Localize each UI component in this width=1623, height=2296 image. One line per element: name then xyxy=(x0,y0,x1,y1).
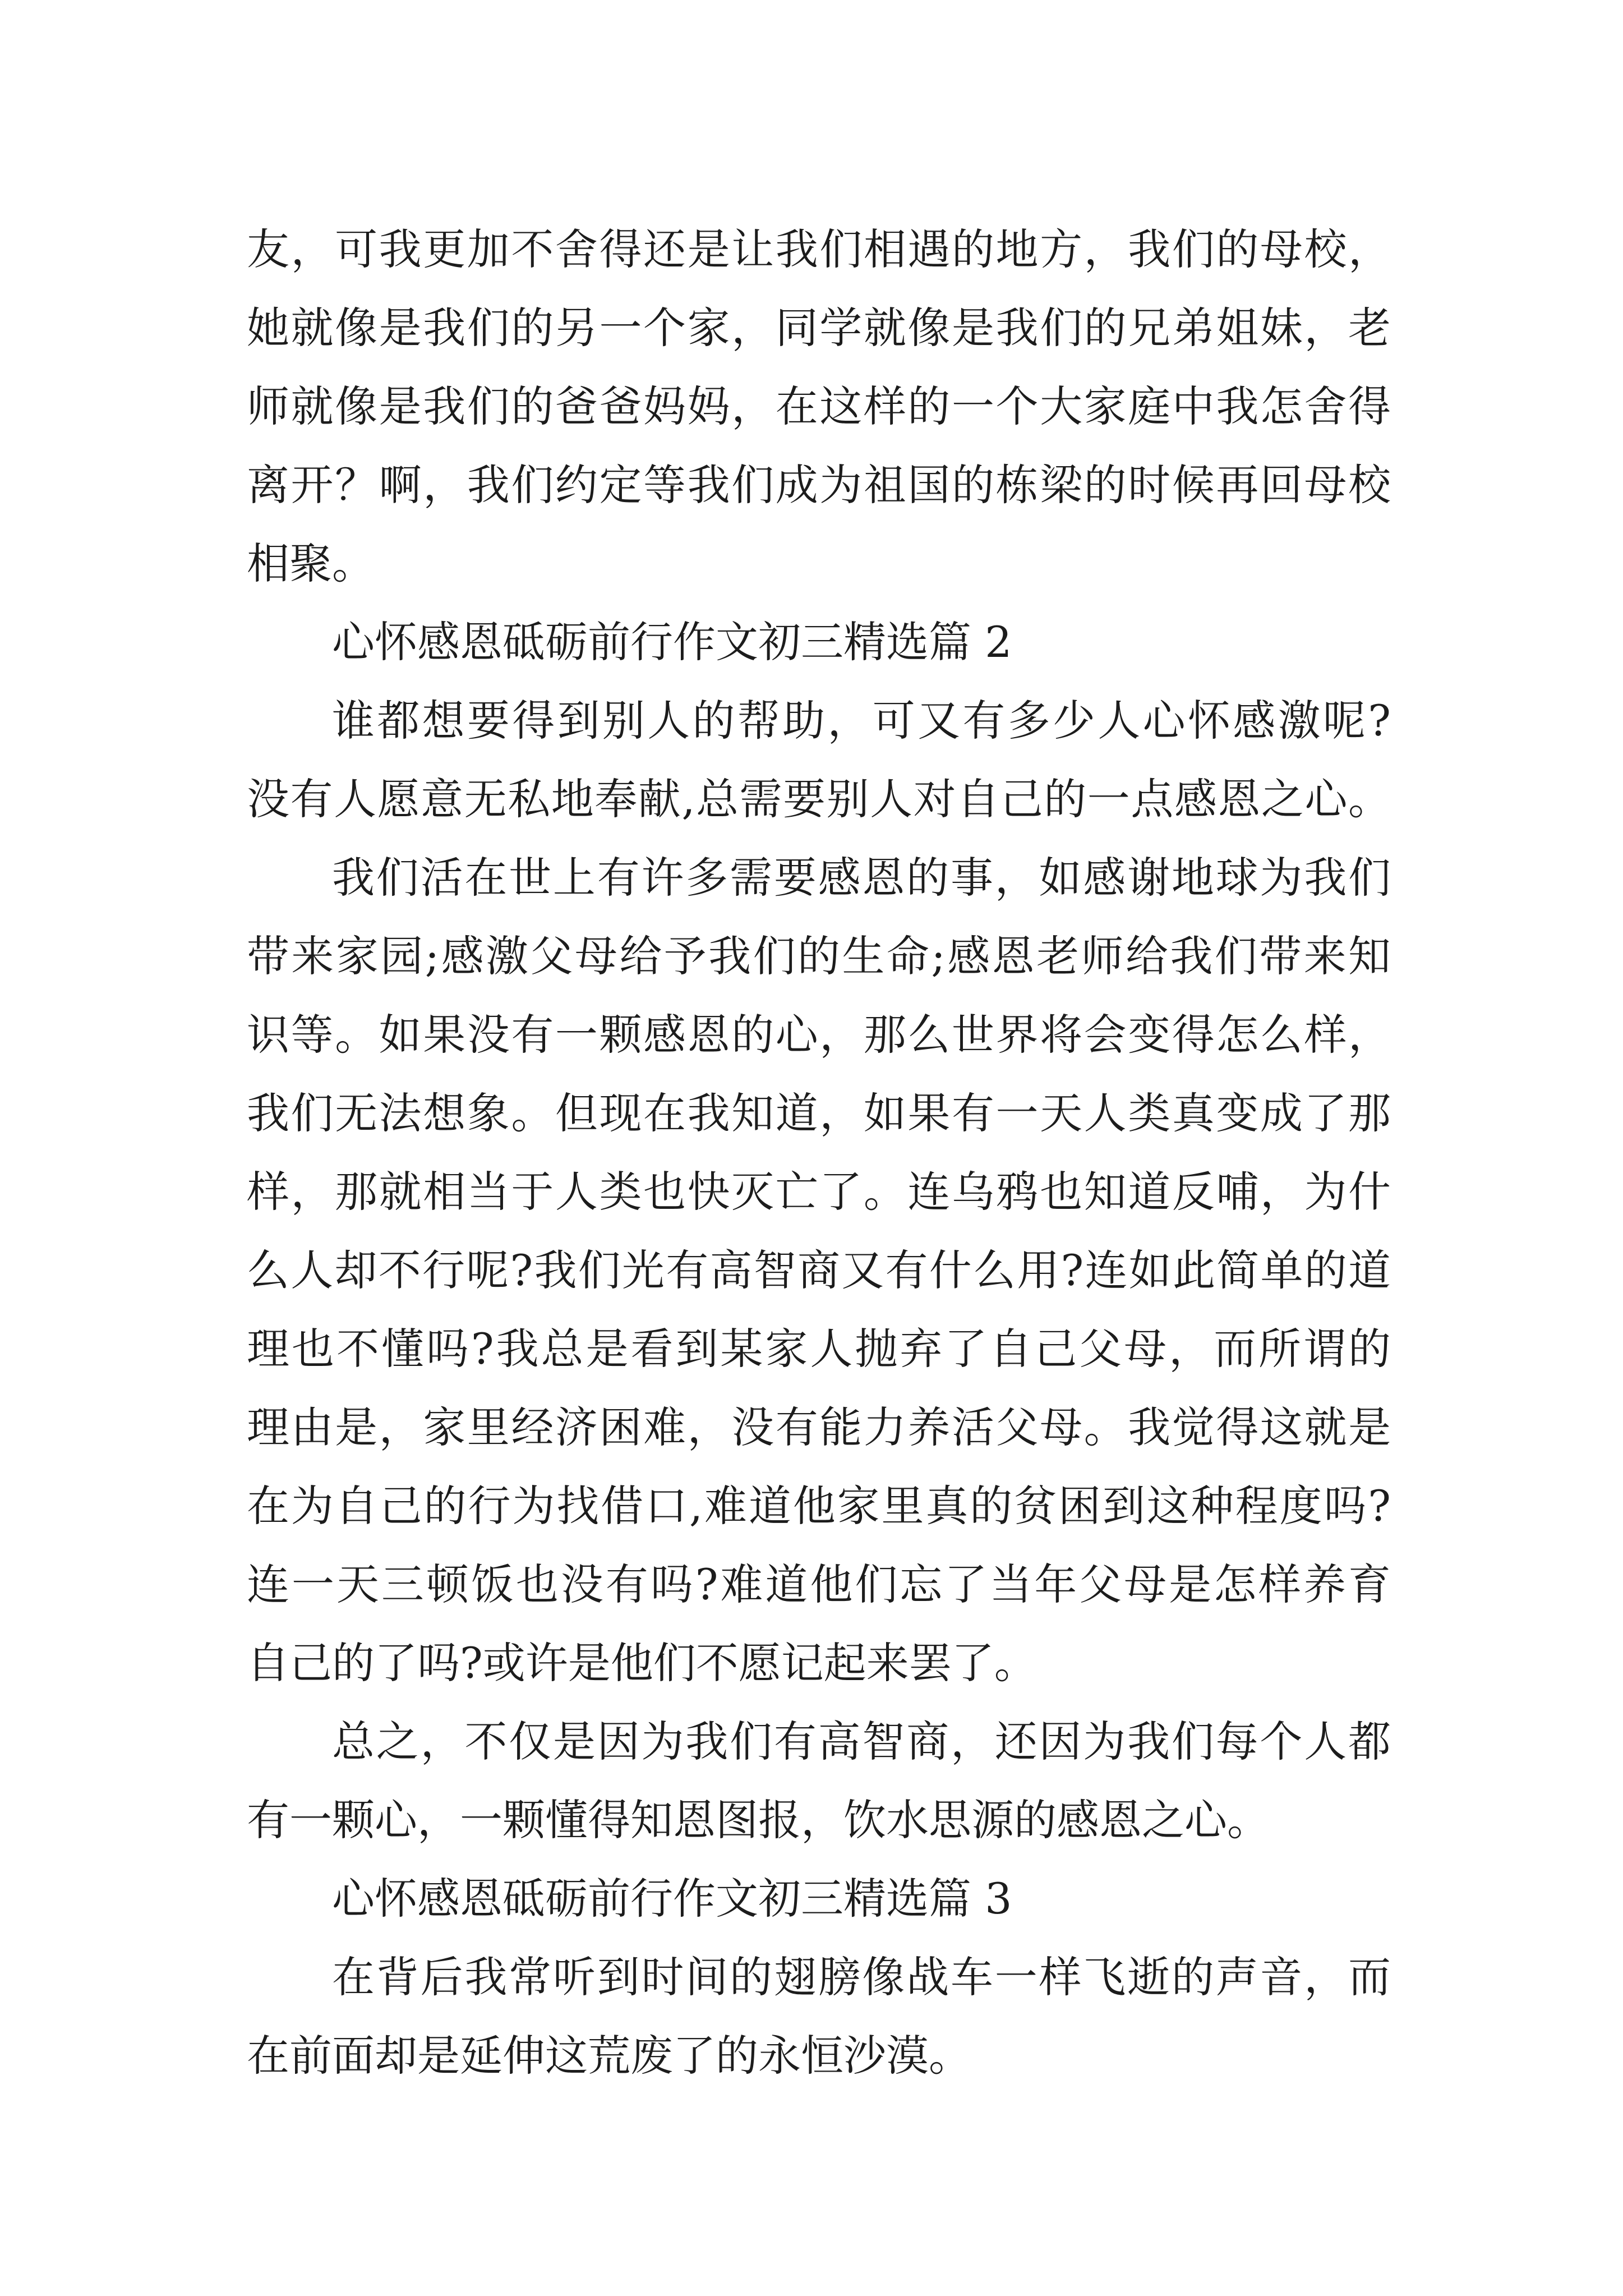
text-line: 友，可我更加不舍得还是让我们相遇的地方，我们的母校， xyxy=(247,224,1391,274)
text-line: 师就像是我们的爸爸妈妈，在这样的一个大家庭中我怎舍得 xyxy=(247,381,1391,431)
text-line: 有一颗心，一颗懂得知恩图报，饮水思源的感恩之心。 xyxy=(247,1795,1270,1845)
text-line: 理也不懂吗?我总是看到某家人抛弃了自己父母，而所谓的 xyxy=(247,1324,1391,1374)
text-line: 自己的了吗?或许是他们不愿记起来罢了。 xyxy=(247,1638,1037,1688)
text-line: 带来家园;感激父母给予我们的生命;感恩老师给我们带来知 xyxy=(247,931,1391,981)
text-line: 在为自己的行为找借口,难道他家里真的贫困到这种程度吗? xyxy=(247,1481,1391,1531)
text-line: 识等。如果没有一颗感恩的心，那么世界将会变得怎么样， xyxy=(247,1010,1391,1060)
text-line: 在前面却是延伸这荒废了的永恒沙漠。 xyxy=(247,2031,971,2081)
text-line: 在背后我常听到时间的翅膀像战车一样飞逝的声音，而 xyxy=(332,1952,1391,2002)
section-heading: 心怀感恩砥砺前行作文初三精选篇 2 xyxy=(332,617,1012,667)
text-line: 离开？啊，我们约定等我们成为祖国的栋梁的时候再回母校 xyxy=(247,460,1391,510)
text-line: 我们无法想象。但现在我知道，如果有一天人类真变成了那 xyxy=(247,1088,1391,1138)
text-line: 谁都想要得到别人的帮助，可又有多少人心怀感激呢? xyxy=(332,696,1391,746)
document-body xyxy=(247,210,1391,2095)
text-line: 总之，不仅是因为我们有高智商，还因为我们每个人都 xyxy=(332,1717,1391,1766)
text-line: 连一天三顿饭也没有吗?难道他们忘了当年父母是怎样养育 xyxy=(247,1559,1391,1609)
text-line: 样，那就相当于人类也快灭亡了。连乌鸦也知道反哺，为什 xyxy=(247,1167,1391,1217)
text-line: 她就像是我们的另一个家，同学就像是我们的兄弟姐妹，老 xyxy=(247,303,1391,353)
text-line: 相聚。 xyxy=(247,539,375,588)
text-line: 么人却不行呢?我们光有高智商又有什么用?连如此简单的道 xyxy=(247,1245,1391,1295)
text-line: 没有人愿意无私地奉献,总需要别人对自己的一点感恩之心。 xyxy=(247,774,1391,824)
section-heading: 心怀感恩砥砺前行作文初三精选篇 3 xyxy=(332,1874,1012,1924)
text-line: 我们活在世上有许多需要感恩的事，如感谢地球为我们 xyxy=(332,853,1391,903)
text-line: 理由是，家里经济困难，没有能力养活父母。我觉得这就是 xyxy=(247,1402,1391,1452)
